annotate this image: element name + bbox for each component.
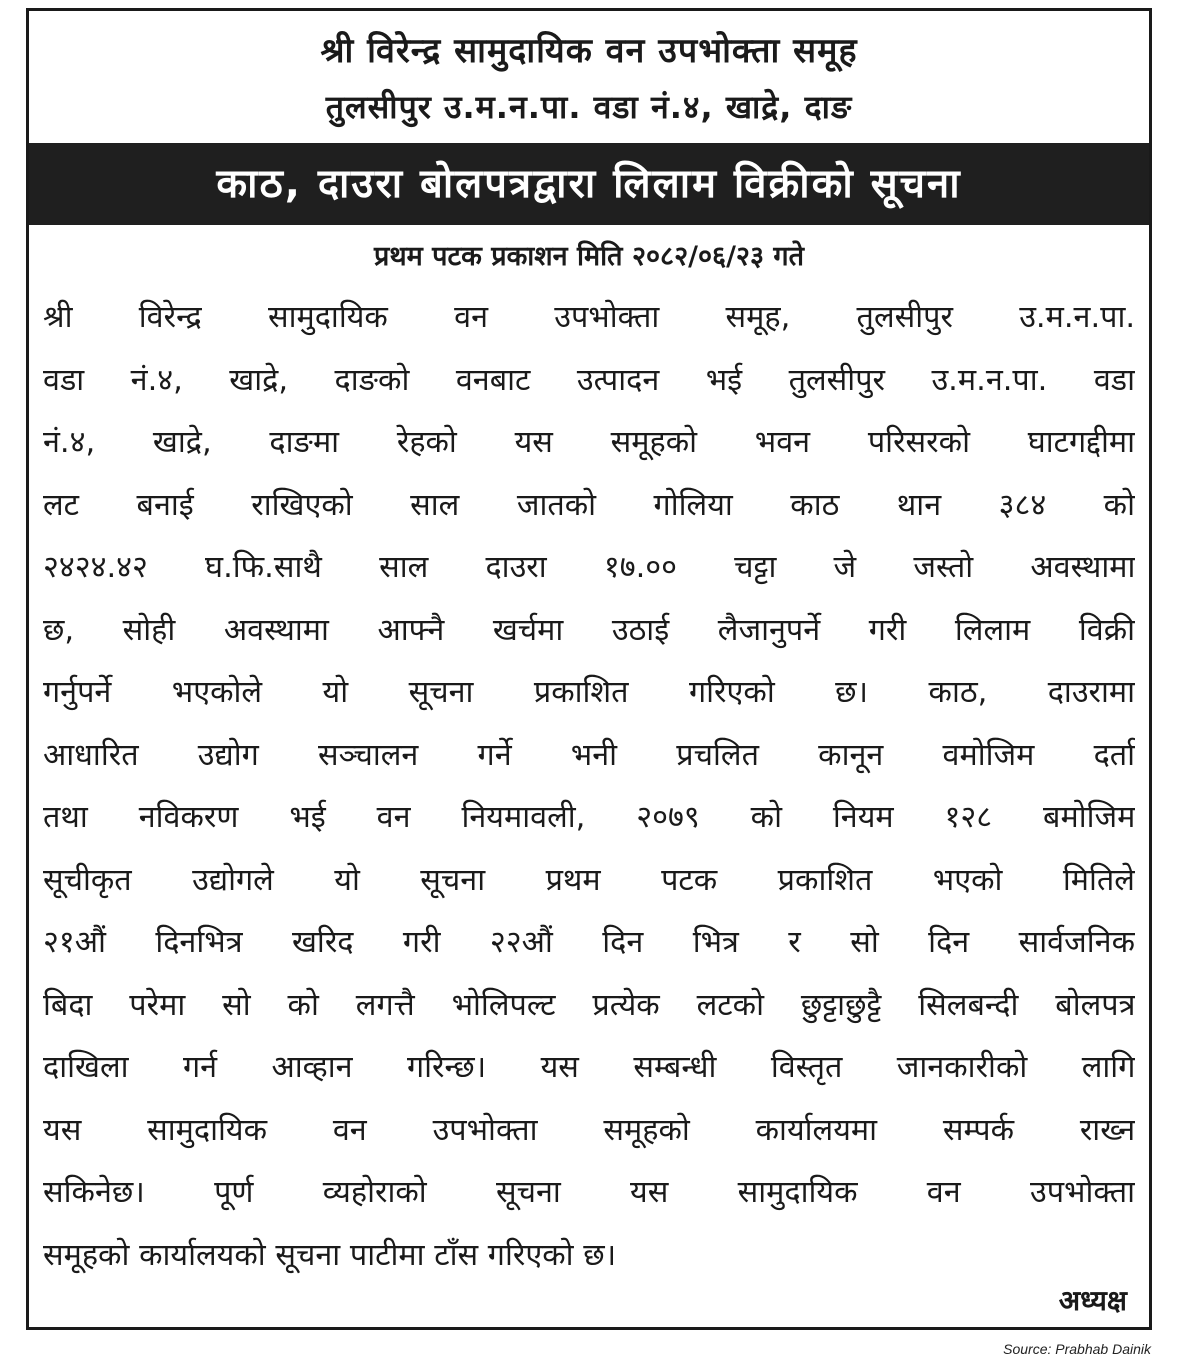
body-line: आधारित उद्योग सञ्चालन गर्ने भनी प्रचलित कानून वमोजिम दर्ता [43, 737, 1135, 773]
body-line: यस सामुदायिक वन उपभोक्ता समूहको कार्यालयमा सम्पर्क राख्न [43, 1112, 1135, 1148]
body-line: गर्नुपर्ने भएकोले यो सूचना प्रकाशित गरिएको छ। काठ, दाउरामा [43, 675, 1135, 710]
body-line: समूहको कार्यालयको सूचना पाटीमा टाँस गरिएको छ। [43, 1237, 617, 1273]
organization-name: श्री विरेन्द्र सामुदायिक वन उपभोक्ता समूह [320, 31, 858, 71]
signature-title: अध्यक्ष [1058, 1284, 1127, 1317]
notice-body [43, 287, 1135, 1287]
notice-frame [26, 8, 1152, 1330]
body-line: दाखिला गर्न आव्हान गरिन्छ। यस सम्बन्धी विस्तृत जानकारीको लागि [43, 1050, 1135, 1085]
body-line: वडा नं.४, खाद्रे, दाङको वनबाट उत्पादन भई तुलसीपुर उ.म.न.पा. वडा [43, 362, 1135, 398]
organization-address: तुलसीपुर उ.म.न.पा. वडा नं.४, खाद्रे, दाङ [325, 88, 853, 126]
body-line: तथा नविकरण भई वन नियमावली, २०७९ को नियम १२८ बमोजिम [43, 800, 1135, 835]
body-line: २१औं दिनभित्र खरिद गरी २२औं दिन भित्र र सो दिन सार्वजनिक [43, 925, 1135, 960]
body-line: बिदा परेमा सो को लगत्तै भोलिपल्ट प्रत्येक लटको छुट्टाछुट्टै सिलबन्दी बोलपत्र [43, 987, 1135, 1023]
notice-header [29, 11, 1149, 143]
source-credit: Source: Prabhab Dainik [1003, 1341, 1151, 1357]
body-line: लट बनाई राखिएको साल जातको गोलिया काठ थान ३८४ को [43, 487, 1135, 523]
body-line: २४२४.४२ घ.फि.साथै साल दाउरा १७.०० चट्टा जे जस्तो अवस्थामा [43, 550, 1135, 585]
body-line: छ, सोही अवस्थामा आफ्नै खर्चमा उठाई लैजानुपर्ने गरी लिलाम विक्री [43, 612, 1135, 648]
body-line: सकिनेछ। पूर्ण व्यहोराको सूचना यस सामुदायिक वन उपभोक्ता [43, 1175, 1135, 1210]
title-banner [29, 143, 1149, 225]
body-line: श्री विरेन्द्र सामुदायिक वन उपभोक्ता समूह, तुलसीपुर उ.म.न.पा. [43, 300, 1135, 335]
body-line: नं.४, खाद्रे, दाङमा रेहको यस समूहको भवन परिसरको घाटगद्दीमा [43, 425, 1135, 460]
notice-title: काठ, दाउरा बोलपत्रद्वारा लिलाम विक्रीको सूचना [216, 161, 962, 207]
body-line: सूचीकृत उद्योगले यो सूचना प्रथम पटक प्रकाशित भएको मितिले [43, 862, 1135, 898]
publication-date-line: प्रथम पटक प्रकाशन मिति २०८२/०६/२३ गते [373, 241, 805, 272]
